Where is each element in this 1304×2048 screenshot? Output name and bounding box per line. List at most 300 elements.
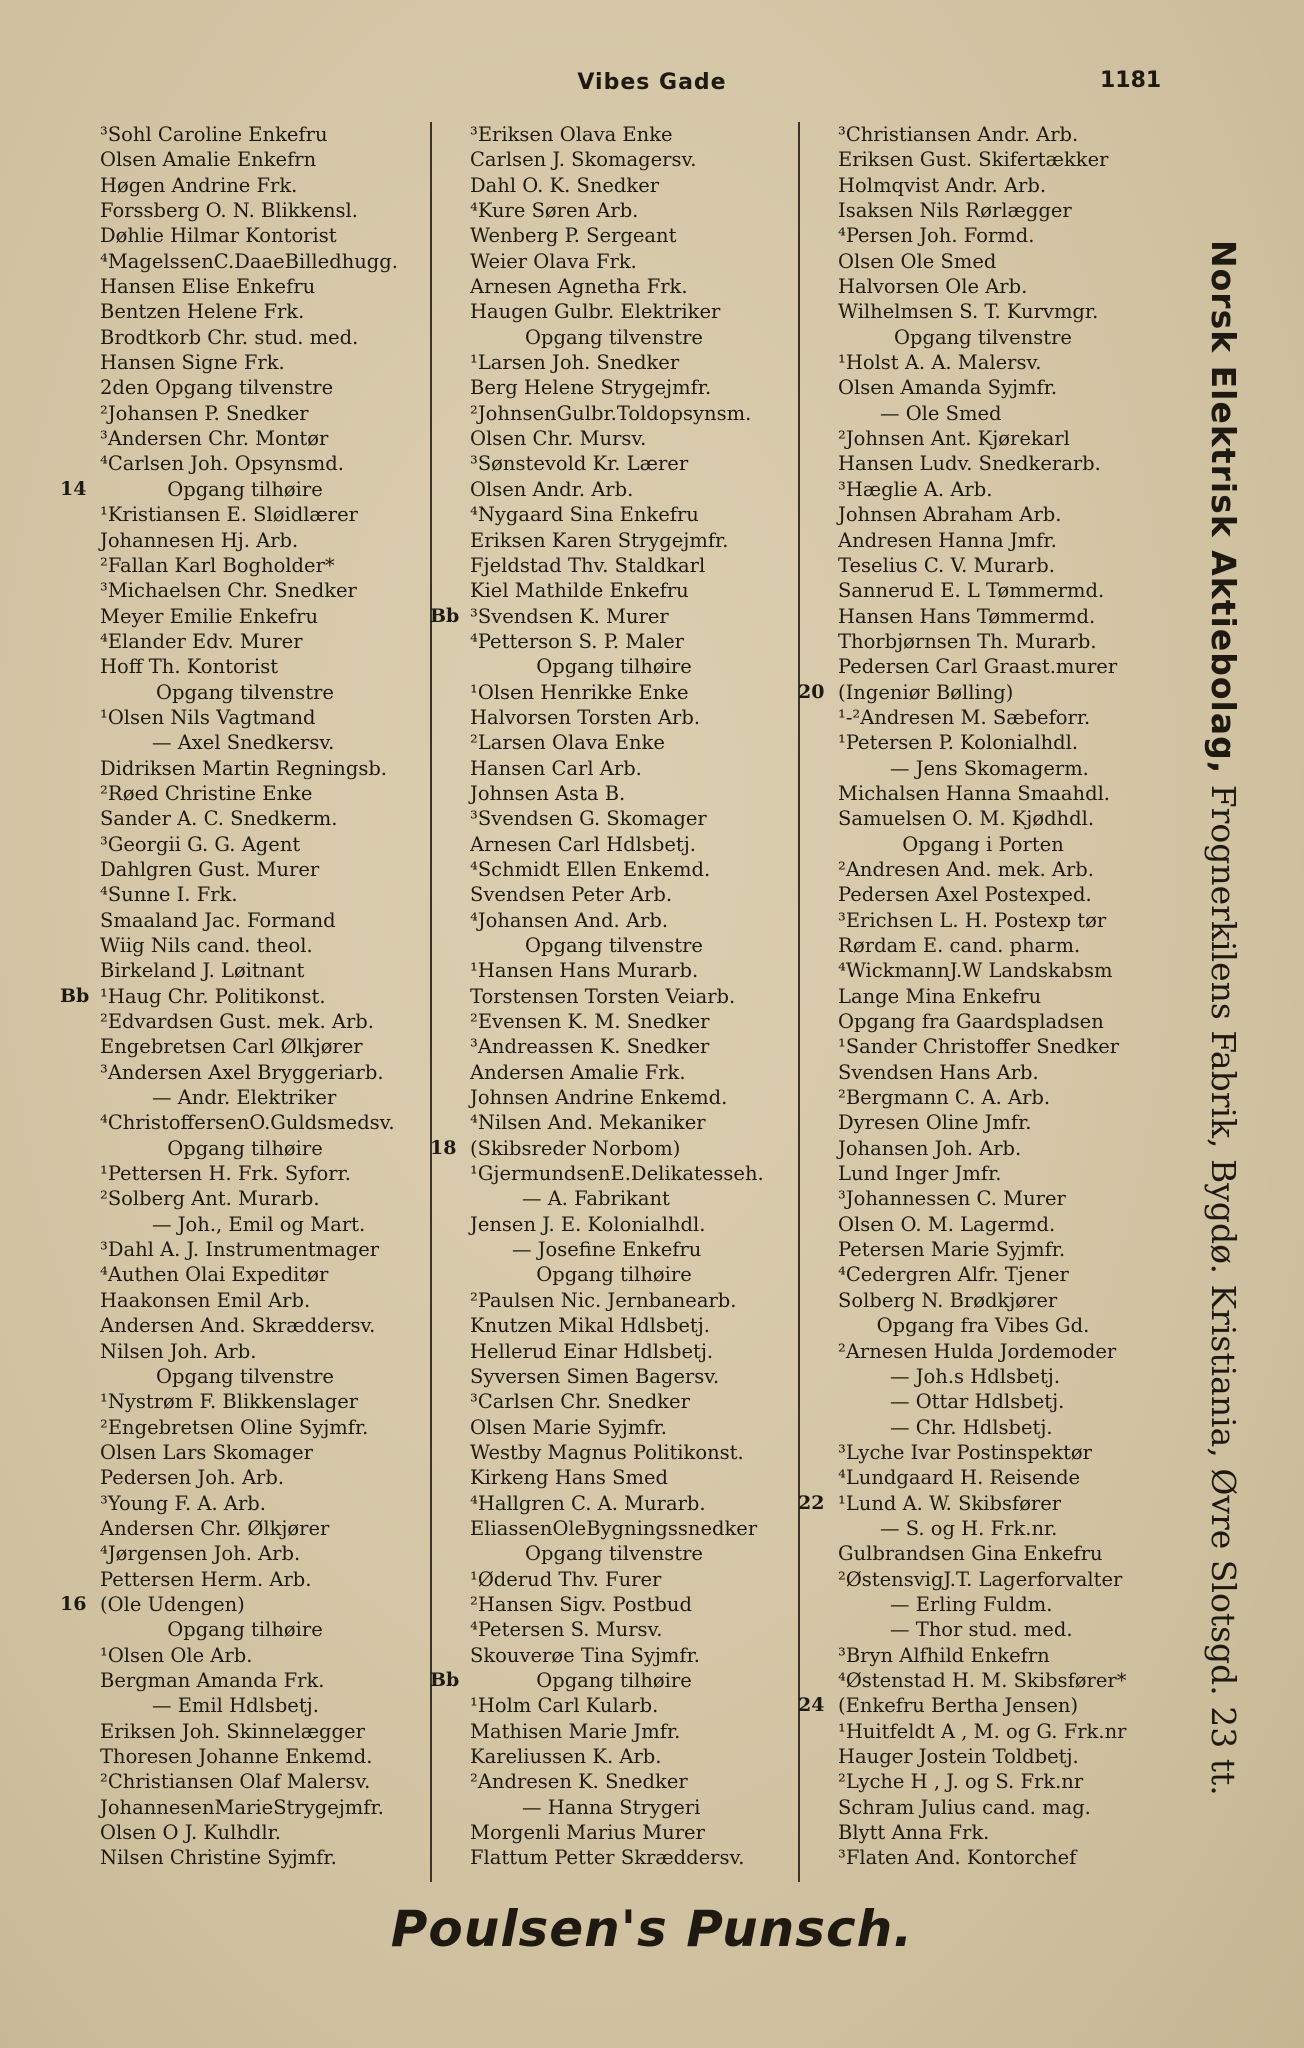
directory-entry xyxy=(430,1339,798,1364)
directory-entry xyxy=(798,350,1168,375)
directory-entry xyxy=(798,1617,1168,1642)
directory-entry xyxy=(798,1415,1168,1440)
entry-text: ²Bergmann C. A. Arb. xyxy=(838,1086,1051,1110)
entry-text: Opgang fra Vibes Gd. xyxy=(876,1314,1090,1338)
directory-entry xyxy=(430,451,798,476)
entry-text: ⁴ChristoffersenO.Guldsmedsv. xyxy=(100,1111,395,1135)
directory-entry xyxy=(60,1845,430,1870)
directory-entry xyxy=(60,1567,430,1592)
directory-entry xyxy=(60,1212,430,1237)
entry-text: Wenberg P. Sergeant xyxy=(470,224,677,248)
directory-entry xyxy=(798,1744,1168,1769)
entry-text: ²Andresen And. mek. Arb. xyxy=(838,857,1094,881)
entry-text: ⁴Hallgren C. A. Murarb. xyxy=(470,1491,706,1515)
directory-entry xyxy=(60,1110,430,1135)
directory-entry xyxy=(60,198,430,223)
directory-entry xyxy=(430,1313,798,1338)
directory-entry xyxy=(60,1795,430,1820)
directory-entry xyxy=(430,1541,798,1566)
directory-entry xyxy=(430,1389,798,1414)
entry-text: — S. og H. Frk.nr. xyxy=(880,1516,1058,1540)
directory-entry xyxy=(430,1110,798,1135)
directory-entry xyxy=(60,1339,430,1364)
entry-text: Opgang tilhøire xyxy=(167,1618,323,1642)
entry-text: Olsen Amalie Enkefrn xyxy=(100,148,317,172)
entry-text: Olsen Amanda Syjmfr. xyxy=(838,376,1058,400)
entry-text: Brodtkorb Chr. stud. med. xyxy=(100,325,359,349)
directory-entry xyxy=(430,198,798,223)
entry-text: Arnesen Carl Hdlsbetj. xyxy=(470,832,696,856)
directory-entry xyxy=(798,375,1168,400)
directory-entry xyxy=(430,680,798,705)
directory-entry xyxy=(60,680,430,705)
entry-text: ¹Holst A. A. Malersv. xyxy=(838,351,1042,375)
entry-text: ²Evensen K. M. Snedker xyxy=(470,1010,710,1034)
directory-entry xyxy=(430,781,798,806)
entry-text: Thorbjørnsen Th. Murarb. xyxy=(838,629,1097,653)
directory-entry xyxy=(798,1795,1168,1820)
directory-entry xyxy=(798,274,1168,299)
directory-entry xyxy=(430,1567,798,1592)
entry-text: Fjeldstad Thv. Staldkarl xyxy=(470,553,706,577)
entry-text: — Axel Snedkersv. xyxy=(152,731,335,755)
entry-text: ³Andersen Chr. Montør xyxy=(100,427,329,451)
directory-entry xyxy=(60,832,430,857)
entry-text: JohannesenMarieStrygejmfr. xyxy=(100,1795,384,1819)
entry-text: Andersen Chr. Ølkjører xyxy=(100,1516,330,1540)
directory-entry xyxy=(798,882,1168,907)
entry-text: Johnsen Abraham Arb. xyxy=(838,503,1062,527)
entry-text: Olsen Andr. Arb. xyxy=(470,477,634,501)
directory-entry xyxy=(60,756,430,781)
entry-text: ³Andersen Axel Bryggeriarb. xyxy=(100,1060,384,1084)
entry-text: ²Fallan Karl Bogholder* xyxy=(100,553,335,577)
directory-entry xyxy=(798,1313,1168,1338)
directory-entry xyxy=(60,654,430,679)
entry-text: Svendsen Hans Arb. xyxy=(838,1060,1039,1084)
house-number: 18 xyxy=(430,1136,457,1159)
entry-text: Olsen Chr. Mursv. xyxy=(470,427,647,451)
directory-entry xyxy=(60,528,430,553)
directory-entry xyxy=(60,1034,430,1059)
entry-text: ³Michaelsen Chr. Snedker xyxy=(100,579,357,603)
house-number: 20 xyxy=(798,680,825,703)
directory-entry xyxy=(60,223,430,248)
directory-entry xyxy=(60,299,430,324)
directory-entry xyxy=(430,1592,798,1617)
directory-entry xyxy=(798,1516,1168,1541)
entry-text: ²Røed Christine Enke xyxy=(100,781,313,805)
directory-entry xyxy=(60,375,430,400)
directory-entry xyxy=(430,604,798,629)
directory-entry xyxy=(798,604,1168,629)
entry-text: Olsen Lars Skomager xyxy=(100,1440,314,1464)
directory-entry xyxy=(798,1212,1168,1237)
directory-entry xyxy=(430,223,798,248)
entry-text: Høgen Andrine Frk. xyxy=(100,173,298,197)
directory-entry xyxy=(60,401,430,426)
directory-entry xyxy=(60,1009,430,1034)
directory-entry xyxy=(60,173,430,198)
entry-text: ⁴Elander Edv. Murer xyxy=(100,629,303,653)
directory-entry xyxy=(798,477,1168,502)
directory-entry xyxy=(798,1643,1168,1668)
directory-entry xyxy=(60,477,430,502)
directory-entry xyxy=(60,249,430,274)
entry-text: Birkeland J. Løitnant xyxy=(100,959,305,983)
directory-entry xyxy=(798,401,1168,426)
directory-entry xyxy=(798,325,1168,350)
entry-text: Opgang tilvenstre xyxy=(156,1364,334,1388)
directory-entry xyxy=(430,1769,798,1794)
directory-entry xyxy=(430,401,798,426)
directory-entry xyxy=(60,1643,430,1668)
entry-text: ¹-²Andresen M. Sæbeforr. xyxy=(838,705,1091,729)
entry-text: Hansen Hans Tømmermd. xyxy=(838,604,1096,628)
entry-text: ¹Nystrøm F. Blikkenslager xyxy=(100,1390,359,1414)
directory-entry xyxy=(60,122,430,147)
entry-text: ³Svendsen G. Skomager xyxy=(470,807,707,831)
entry-text: ¹GjermundsenE.Delikatesseh. xyxy=(470,1162,764,1186)
side-advert-address: Frognerkilens Fabrik, Bygdø. Kristiania, Øvre Slotsgd. 23 tt. xyxy=(1204,774,1243,1796)
entry-text: Opgang tilvenstre xyxy=(525,1542,703,1566)
directory-entry xyxy=(60,553,430,578)
entry-text: Mathisen Marie Jmfr. xyxy=(470,1719,681,1743)
entry-text: ¹Lund A. W. Skibsfører xyxy=(838,1491,1062,1515)
directory-entry xyxy=(430,1491,798,1516)
directory-entry xyxy=(60,1364,430,1389)
entry-text: Dahlgren Gust. Murer xyxy=(100,857,320,881)
entry-text: Pedersen Joh. Arb. xyxy=(100,1466,285,1490)
directory-entry xyxy=(60,806,430,831)
directory-entry xyxy=(430,1364,798,1389)
directory-entry xyxy=(430,984,798,1009)
entry-text: (Ole Udengen) xyxy=(100,1592,245,1616)
directory-entry xyxy=(430,1516,798,1541)
directory-entry xyxy=(798,1567,1168,1592)
entry-text: ³Svendsen K. Murer xyxy=(470,604,669,628)
directory-entry xyxy=(430,528,798,553)
entry-text: ²Christiansen Olaf Malersv. xyxy=(100,1770,371,1794)
directory-entry xyxy=(60,350,430,375)
directory-entry xyxy=(798,173,1168,198)
directory-entry xyxy=(798,832,1168,857)
directory-entry xyxy=(60,426,430,451)
page-number: 1181 xyxy=(1100,68,1162,93)
entry-text: Wilhelmsen S. T. Kurvmgr. xyxy=(838,300,1099,324)
directory-entry xyxy=(798,223,1168,248)
entry-text: Sander A. C. Snedkerm. xyxy=(100,807,338,831)
entry-text: Syversen Simen Bagersv. xyxy=(470,1364,720,1388)
directory-entry xyxy=(60,1693,430,1718)
directory-entry xyxy=(430,1845,798,1870)
entry-text: Opgang tilhøire xyxy=(167,477,323,501)
directory-entry xyxy=(60,1744,430,1769)
entry-text: Skouverøe Tina Syjmfr. xyxy=(470,1643,700,1667)
entry-text: ⁴Østenstad H. M. Skibsfører* xyxy=(838,1668,1127,1692)
entry-text: Thoresen Johanne Enkemd. xyxy=(100,1745,373,1768)
directory-entry xyxy=(798,1288,1168,1313)
entry-text: Solberg N. Brødkjører xyxy=(838,1288,1058,1312)
entry-text: EliassenOleBygningssnedker xyxy=(470,1516,758,1540)
directory-entry xyxy=(798,1440,1168,1465)
directory-entry xyxy=(430,1617,798,1642)
entry-text: ¹Kristiansen E. Sløidlærer xyxy=(100,503,358,527)
directory-entry xyxy=(60,451,430,476)
entry-text: Svendsen Peter Arb. xyxy=(470,883,673,907)
entry-text: Eriksen Joh. Skinnelægger xyxy=(100,1719,365,1743)
directory-entry xyxy=(430,1237,798,1262)
entry-text: ⁴MagelssenC.DaaeBilledhugg. xyxy=(100,249,398,273)
entry-text: ⁴Cedergren Alfr. Tjener xyxy=(838,1263,1069,1287)
entry-text: Didriksen Martin Regningsb. xyxy=(100,756,388,780)
directory-entry xyxy=(60,1440,430,1465)
entry-text: ⁴Carlsen Joh. Opsynsmd. xyxy=(100,452,344,476)
directory-entry xyxy=(798,1820,1168,1845)
directory-entry xyxy=(798,1034,1168,1059)
entry-text: Smaaland Jac. Formand xyxy=(100,908,336,932)
directory-entry xyxy=(798,249,1168,274)
entry-text: — Ottar Hdlsbetj. xyxy=(890,1390,1065,1414)
entry-text: ⁴Petersen S. Mursv. xyxy=(470,1618,663,1642)
entry-text: Bergman Amanda Frk. xyxy=(100,1668,325,1692)
side-advert-company: Norsk Elektrisk Aktiebolag, xyxy=(1204,240,1243,775)
entry-text: Morgenli Marius Murer xyxy=(470,1821,705,1845)
directory-entry xyxy=(430,1161,798,1186)
directory-entry xyxy=(798,502,1168,527)
entry-text: ²Hansen Sigv. Postbud xyxy=(470,1592,692,1616)
directory-entry xyxy=(430,857,798,882)
entry-text: — Erling Fuldm. xyxy=(890,1592,1053,1616)
entry-text: ²Solberg Ant. Murarb. xyxy=(100,1187,320,1211)
directory-entry xyxy=(430,477,798,502)
entry-text: ³Young F. A. Arb. xyxy=(100,1491,266,1515)
directory-entry xyxy=(430,908,798,933)
entry-text: Johansen Joh. Arb. xyxy=(838,1136,1022,1160)
directory-entry xyxy=(60,1186,430,1211)
directory-entry xyxy=(430,958,798,983)
directory-entry xyxy=(798,1693,1168,1718)
directory-entry xyxy=(430,1795,798,1820)
directory-entry xyxy=(798,1592,1168,1617)
directory-entry xyxy=(60,1617,430,1642)
entry-text: ¹Olsen Ole Arb. xyxy=(100,1643,253,1667)
directory-entry xyxy=(798,1009,1168,1034)
entry-text: Weier Olava Frk. xyxy=(470,249,637,273)
entry-text: ³Lyche Ivar Postinspektør xyxy=(838,1440,1092,1464)
directory-entry xyxy=(430,502,798,527)
directory-entry xyxy=(798,299,1168,324)
directory-column-1 xyxy=(60,122,430,1882)
entry-text: — Hanna Strygeri xyxy=(522,1795,701,1819)
directory-entry xyxy=(60,1313,430,1338)
entry-text: Andersen And. Skræddersv. xyxy=(100,1314,376,1338)
directory-entry xyxy=(430,705,798,730)
entry-text: ¹Holm Carl Kularb. xyxy=(470,1694,659,1718)
entry-text: ⁴Johansen And. Arb. xyxy=(470,908,669,932)
directory-entry xyxy=(430,1465,798,1490)
entry-text: Dahl O. K. Snedker xyxy=(470,173,660,197)
entry-text: ⁴Schmidt Ellen Enkemd. xyxy=(470,857,711,881)
directory-entry xyxy=(60,325,430,350)
directory-entry xyxy=(430,1643,798,1668)
entry-text: Nilsen Joh. Arb. xyxy=(100,1339,257,1363)
directory-entry xyxy=(430,1693,798,1718)
directory-entry xyxy=(798,705,1168,730)
directory-entry xyxy=(430,1668,798,1693)
directory-entry xyxy=(430,1744,798,1769)
entry-text: 2den Opgang tilvenstre xyxy=(100,376,334,400)
entry-text: Pedersen Carl Graast.murer xyxy=(838,655,1118,679)
directory-entry xyxy=(798,198,1168,223)
directory-entry xyxy=(798,122,1168,147)
side-advert-banner xyxy=(1168,240,1278,1796)
directory-entry xyxy=(430,1009,798,1034)
house-number: 22 xyxy=(798,1491,825,1514)
directory-entry xyxy=(60,629,430,654)
entry-text: Haugen Gulbr. Elektriker xyxy=(470,300,721,324)
entry-text: Kiel Mathilde Enkefru xyxy=(470,579,689,603)
directory-entry xyxy=(430,375,798,400)
entry-text: ³Sohl Caroline Enkefru xyxy=(100,123,328,146)
directory-entry xyxy=(430,730,798,755)
directory-column-2 xyxy=(430,122,798,1882)
directory-entry xyxy=(798,756,1168,781)
directory-entry xyxy=(60,1161,430,1186)
entry-text: Hansen Elise Enkefru xyxy=(100,275,316,299)
directory-entry xyxy=(798,1136,1168,1161)
entry-text: ⁴Persen Joh. Formd. xyxy=(838,224,1035,248)
directory-entry xyxy=(430,832,798,857)
entry-text: Sannerud E. L Tømmermd. xyxy=(838,579,1105,603)
directory-entry xyxy=(430,1085,798,1110)
footer-advert: Poulsen's Punsch. xyxy=(390,1900,914,1958)
directory-entry xyxy=(60,1465,430,1490)
directory-entry xyxy=(430,1415,798,1440)
directory-entry xyxy=(60,1820,430,1845)
entry-text: ¹Pettersen H. Frk. Syforr. xyxy=(100,1162,351,1186)
directory-entry xyxy=(60,502,430,527)
entry-text: ³Sønstevold Kr. Lærer xyxy=(470,452,689,476)
entry-text: — Andr. Elektriker xyxy=(152,1086,337,1110)
entry-text: Westby Magnus Politikonst. xyxy=(470,1440,744,1464)
directory-entry xyxy=(798,857,1168,882)
entry-text: ⁴Nilsen And. Mekaniker xyxy=(470,1111,706,1135)
entry-text: ²Edvardsen Gust. mek. Arb. xyxy=(100,1010,374,1034)
directory-entry xyxy=(798,1085,1168,1110)
entry-text: — Chr. Hdlsbetj. xyxy=(890,1415,1053,1439)
entry-text: Kirkeng Hans Smed xyxy=(470,1466,668,1490)
entry-text: ⁴Nygaard Sina Enkefru xyxy=(470,503,699,527)
house-number: 24 xyxy=(798,1694,825,1717)
entry-text: ¹Haug Chr. Politikonst. xyxy=(100,984,326,1008)
directory-entry xyxy=(60,730,430,755)
entry-text: Pedersen Axel Postexped. xyxy=(838,883,1092,907)
entry-text: Johnsen Asta B. xyxy=(470,781,626,805)
directory-entry xyxy=(430,147,798,172)
entry-text: ¹Olsen Nils Vagtmand xyxy=(100,705,316,729)
entry-text: Bentzen Helene Frk. xyxy=(100,300,305,324)
entry-text: ¹Petersen P. Kolonialhdl. xyxy=(838,731,1079,755)
directory-entry xyxy=(798,1186,1168,1211)
directory-entry xyxy=(430,553,798,578)
entry-text: Halvorsen Ole Arb. xyxy=(838,275,1028,299)
entry-text: Kareliussen K. Arb. xyxy=(470,1745,662,1768)
entry-text: Opgang tilvenstre xyxy=(894,325,1072,349)
entry-text: Hansen Carl Arb. xyxy=(470,756,642,780)
entry-text: ⁴Kure Søren Arb. xyxy=(470,199,639,223)
entry-text: Wiig Nils cand. theol. xyxy=(100,934,313,957)
directory-entry xyxy=(798,1491,1168,1516)
entry-text: Andersen Amalie Frk. xyxy=(470,1060,686,1084)
entry-text: Opgang tilhøire xyxy=(536,1263,692,1287)
entry-text: (Ingeniør Bølling) xyxy=(838,680,1014,704)
directory-entry xyxy=(430,1212,798,1237)
entry-text: — Josefine Enkefru xyxy=(512,1238,702,1262)
entry-text: Knutzen Mikal Hdlsbetj. xyxy=(470,1314,711,1338)
entry-text: ²JohnsenGulbr.Toldopsynsm. xyxy=(470,401,752,425)
entry-text: — Joh., Emil og Mart. xyxy=(152,1212,366,1236)
entry-text: ⁴Jørgensen Joh. Arb. xyxy=(100,1542,301,1566)
entry-text: Eriksen Gust. Skifertækker xyxy=(838,148,1109,172)
directory-entry xyxy=(798,1719,1168,1744)
entry-text: Gulbrandsen Gina Enkefru xyxy=(838,1542,1103,1566)
directory-entry xyxy=(430,629,798,654)
directory-entry xyxy=(798,1845,1168,1870)
directory-entry xyxy=(430,299,798,324)
directory-entry xyxy=(60,578,430,603)
entry-text: — Ole Smed xyxy=(880,401,1002,425)
entry-text: Opgang tilhøire xyxy=(167,1136,323,1160)
entry-text: ²Johansen P. Snedker xyxy=(100,401,309,425)
directory-entry xyxy=(798,908,1168,933)
directory-entry xyxy=(798,680,1168,705)
directory-entry xyxy=(798,933,1168,958)
directory-entry xyxy=(60,908,430,933)
directory-entry xyxy=(60,1516,430,1541)
directory-entry xyxy=(798,147,1168,172)
entry-text: Olsen O J. Kulhdlr. xyxy=(100,1821,282,1845)
directory-entry xyxy=(798,984,1168,1009)
directory-entry xyxy=(798,451,1168,476)
entry-text: Haakonsen Emil Arb. xyxy=(100,1288,311,1312)
entry-text: — Jens Skomagerm. xyxy=(890,756,1089,780)
entry-text: ²Paulsen Nic. Jernbanearb. xyxy=(470,1288,737,1312)
entry-text: Opgang tilhøire xyxy=(536,655,692,679)
entry-text: (Enkefru Bertha Jensen) xyxy=(838,1694,1079,1718)
directory-entry xyxy=(798,1161,1168,1186)
entry-text: Samuelsen O. M. Kjødhdl. xyxy=(838,807,1095,831)
entry-text: ³Erichsen L. H. Postexp tør xyxy=(838,908,1107,932)
directory-entry xyxy=(430,654,798,679)
directory-entry xyxy=(430,350,798,375)
page-title: Vibes Gade xyxy=(577,70,727,95)
directory-entry xyxy=(430,274,798,299)
directory-entry xyxy=(798,1769,1168,1794)
directory-entry xyxy=(60,984,430,1009)
directory-entry xyxy=(430,756,798,781)
directory-entry xyxy=(60,1389,430,1414)
entry-text: Opgang fra Gaardspladsen xyxy=(838,1010,1104,1034)
directory-entry xyxy=(60,604,430,629)
directory-entry xyxy=(60,958,430,983)
house-number: Bb xyxy=(430,1668,460,1691)
directory-entry xyxy=(798,578,1168,603)
directory-entry xyxy=(798,1262,1168,1287)
entry-text: ³Dahl A. J. Instrumentmager xyxy=(100,1238,380,1262)
directory-entry xyxy=(60,781,430,806)
entry-text: Petersen Marie Syjmfr. xyxy=(838,1238,1066,1262)
